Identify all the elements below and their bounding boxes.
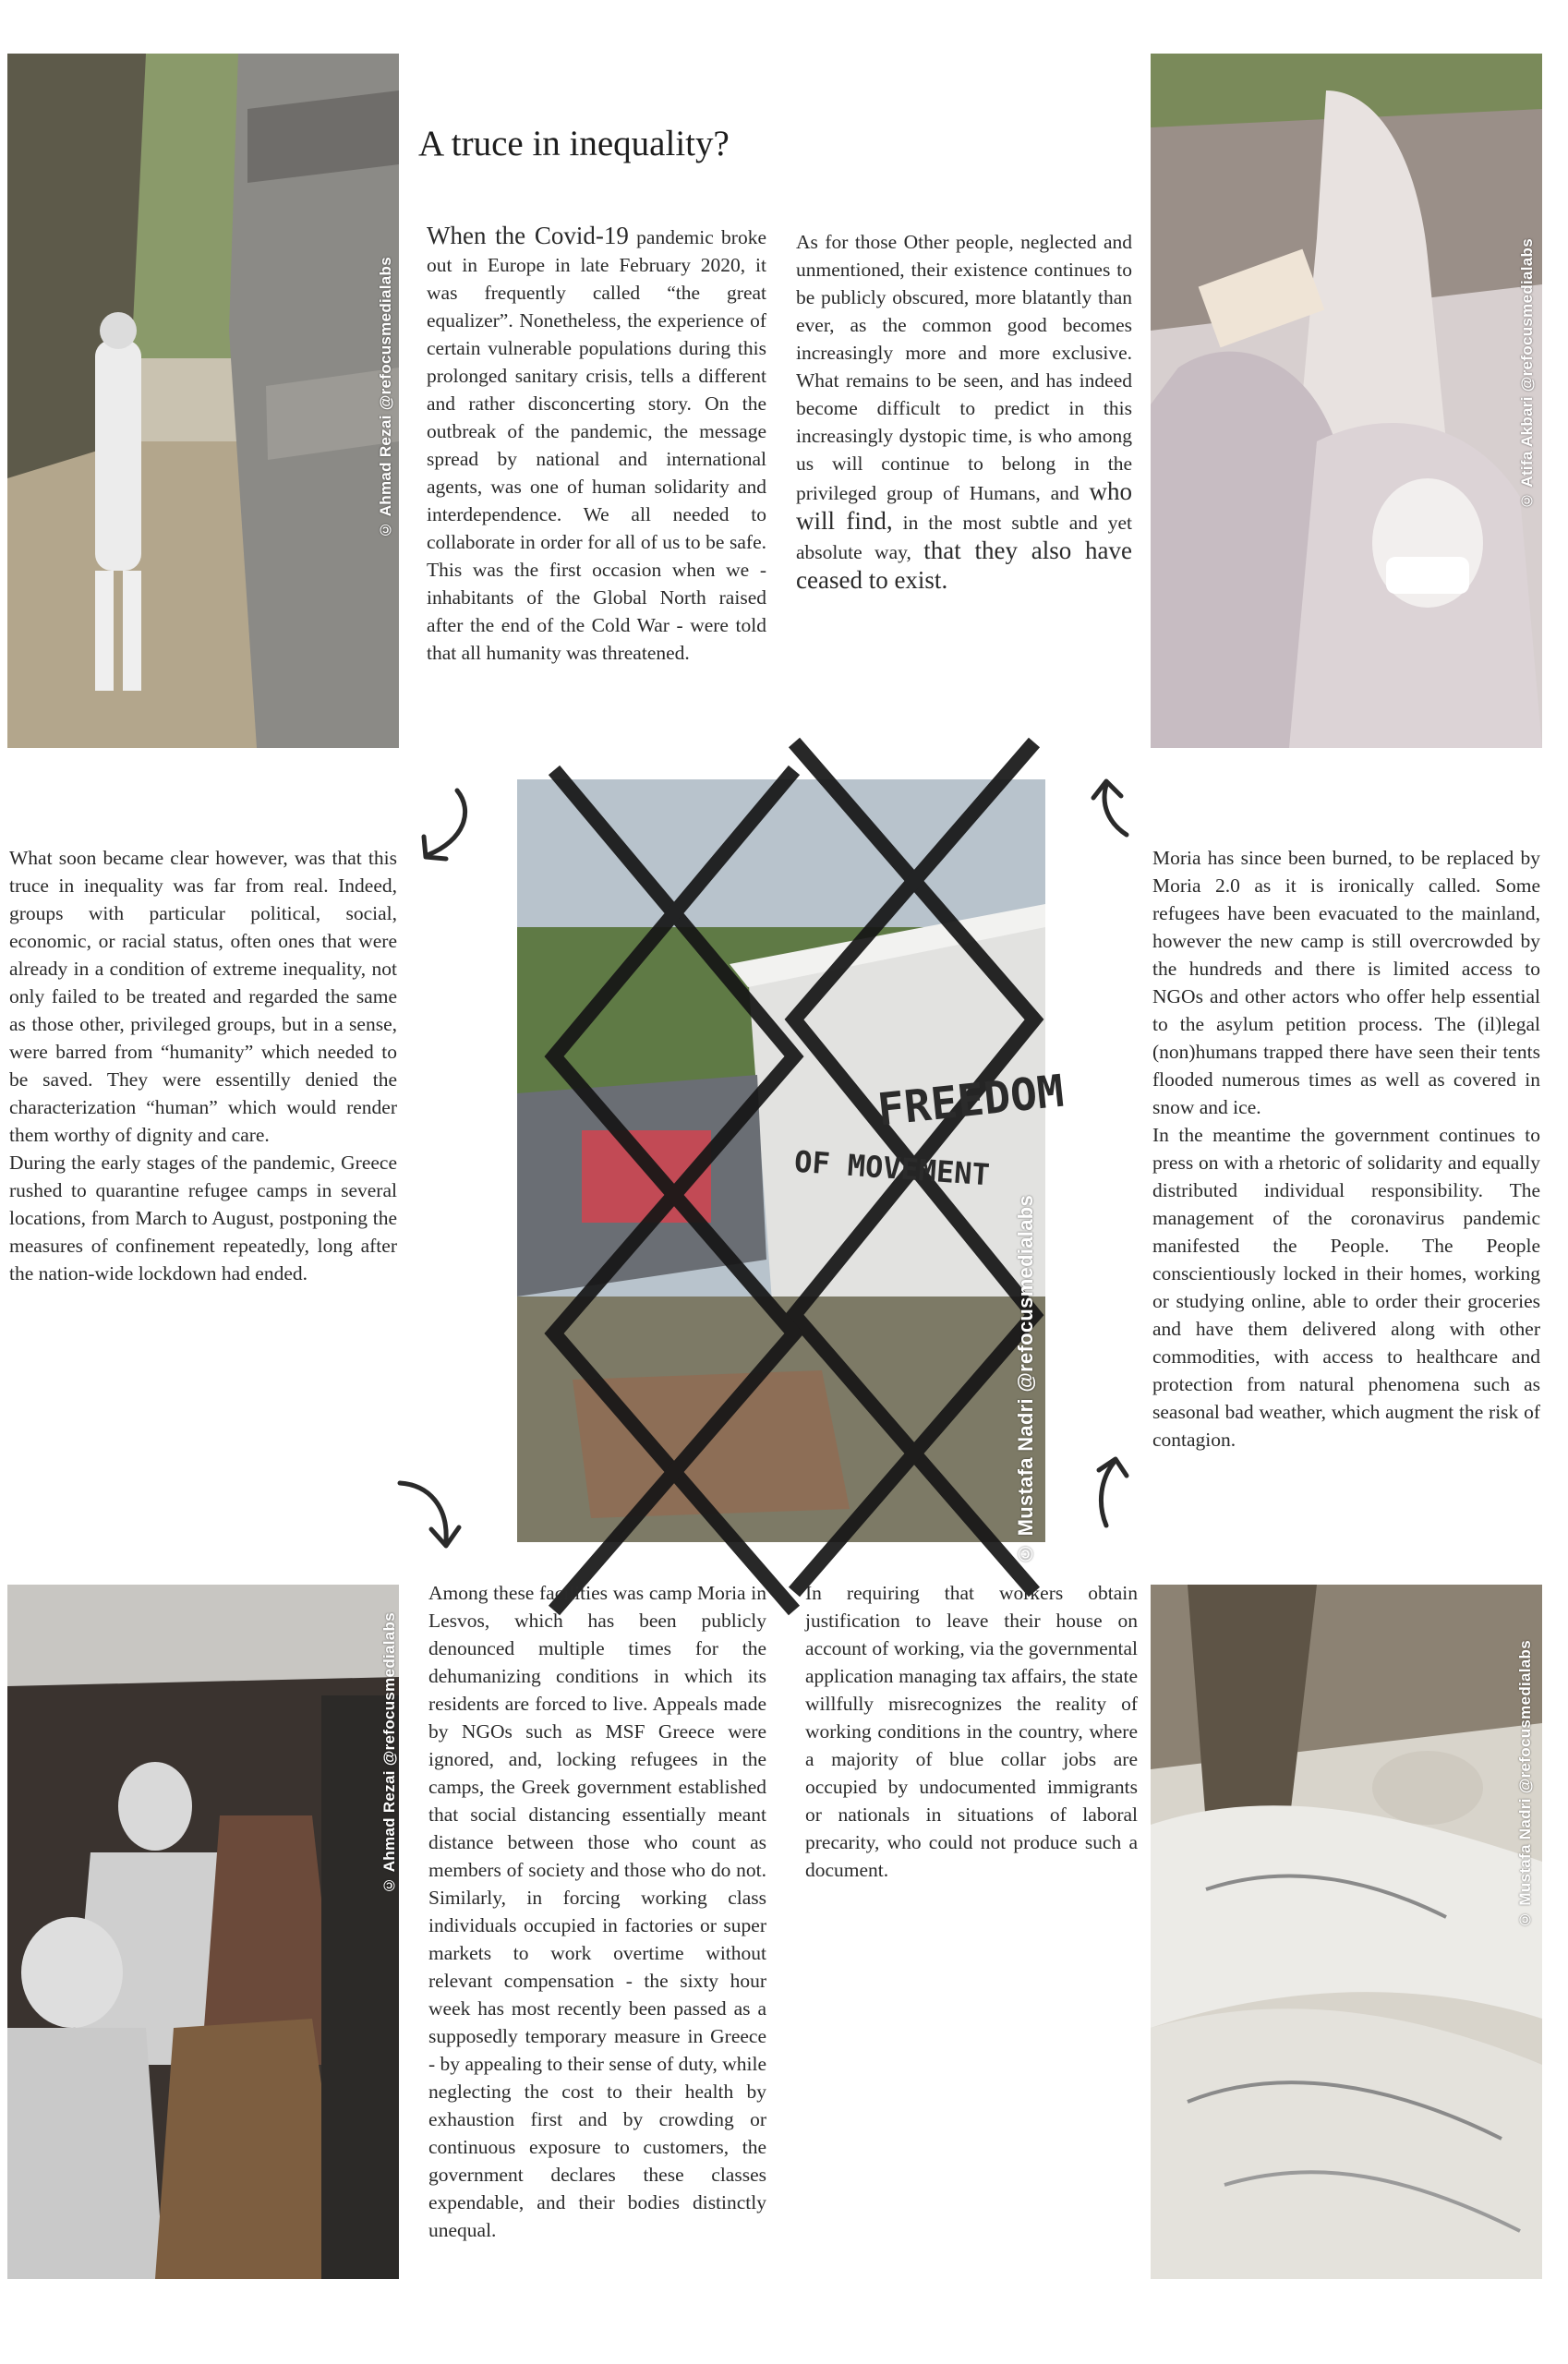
photo-sleeping-art <box>1151 1585 1542 2279</box>
rhetoric-paragraph: In the meantime the government continues to press on with a rhetoric of solidarity and equally distributed individual responsibility. The management of the coronavirus pandemic manifested the People. The People conscientiously locked in their homes, working or studying online, able to order their groceries and have them delivered along with other commodities, with access to healthcare and protection from natural phenomena such as seasonal bad weather, which augment the risk of contagion. <box>1152 1124 1540 1451</box>
photo-crowd-art <box>7 1585 399 2279</box>
photo-women-queue-art <box>1151 54 1542 748</box>
article-title: A truce in inequality? <box>418 124 730 163</box>
truce-paragraph: What soon became clear however, was that this truce in inequality was far from real. Indeed, groups with particular political, social, economic, or racial status, often ones that were already in a condition of extreme inequality, not only failed to be treated and regarded the same as those other, privileged groups, but in a sense, were barred from “humanity” which needed to be saved. They were essentilly denied the characterization “human” which would render them worthy of dignity and care. <box>9 847 397 1146</box>
photo-credit: © Mustafa Nadri @refocusmedialabs <box>1014 1195 1037 1566</box>
moria-paragraph: Moria has since been burned, to be replaced by Moria 2.0 as it is ironically called. Some refugees have been evacuated to the mainland, however the new camp is still overcrowded by the hundreds and there is limited access to NGOs and other actors who offer help essential to the asylum petition process. The (il)legal (non)humans trapped there have seen their tents flooded numerous times as well as covered in snow and ice. <box>1152 847 1540 1118</box>
text-column-truce <box>9 844 397 1287</box>
other-people-text: As for those Other people, neglected and unmentioned, their existence continues to be publicly obscured, more blatantly than ever, as the common good becomes increasingly more and more exclusive. What remains to be seen, and has indeed become difficult to predict in this increasingly dystopic time, is who among us will continue to belong in the privileged group of Humans, and <box>796 231 1132 504</box>
text-column-camp-moria <box>428 1579 766 2244</box>
graffiti-freedom: FREEDOM <box>874 1065 1067 1137</box>
emphasis-ceased-to-exist: that they also have ceased to exist. <box>796 537 1132 594</box>
curved-arrow-up-small-icon <box>1080 1446 1154 1538</box>
graffiti-of-movement: OF MOVEMENT <box>792 1143 991 1193</box>
photo-credit: © Ahmad Rezai @refocusmedialabs <box>380 1612 398 1894</box>
curved-arrow-down-left-icon <box>411 783 485 875</box>
text-column-moria <box>1152 844 1540 1453</box>
photo-sleeping-people <box>1151 1585 1542 2279</box>
emphasis-who-will-find: who will find, <box>796 477 1132 535</box>
photo-camp-woman <box>7 54 399 748</box>
intro-text: pandemic broke out in Europe in late February 2020, it was frequently called “the great equalizer”. Nonetheless, the experience of certain vulnerable populations during this prolonged sanitary crisis, tells a different and rather disconcerting story. On the outbreak of the pandemic, the message spread by national and international agents, was one of human solidarity and interdependence. We all needed to collaborate in order for all of us to be safe. This was the first occasion when we -inhabitants of the Global North raised after the end of the Cold War - were told that all humanity was threatened. <box>427 226 766 664</box>
other-people-mid: in the most subtle and yet absolute way, <box>796 512 1132 563</box>
quarantine-paragraph: During the early stages of the pandemic, Greece rushed to quarantine refugee camps in several locations, from March to August, postponing the measures of confinement repeatedly, long after the nation-wide lockdown had ended. <box>9 1152 397 1285</box>
text-column-other-people <box>796 228 1132 596</box>
curved-arrow-up-icon <box>1080 772 1154 864</box>
workers-paragraph: In requiring that workers obtain justification to leave their house on account of working, via the governmental application managing tax affairs, the state willfully misrecognizes the reality of working conditions in the country, where a majority of blue collar jobs are occupied by undocumented immigrants or nationals in situations of laboral precarity, who could not produce such a document. <box>805 1582 1138 1881</box>
text-column-workers <box>805 1579 1138 1884</box>
photo-crowd <box>7 1585 399 2279</box>
other-people-paragraph <box>796 228 1132 596</box>
photo-freedom-of-movement <box>517 779 1067 1566</box>
camp-moria-paragraph: Among these facilities was camp Moria in Lesvos, which has been publicly denounced multiple times for the dehumanizing conditions in which its residents are forced to live. Appeals made by NGOs such as MSF Greece were ignored, and, locking refugees in the camps, the Greek government established that social distancing essentially meant distance between those who count as members of society and those who do not. Similarly, in forcing working class individuals occupied in factories or super markets to work overtime without relevant compensation - the sixty hour week has most recently been passed as a supposedly temporary measure in Greece - by appealing to their sense of duty, while neglecting the cost to their health by exhaustion first and by crowding or continuous exposure to customers, the government declares these classes expendable, and their bodies distinctly unequal. <box>428 1582 766 2241</box>
curved-arrow-down-right-icon <box>392 1470 466 1562</box>
photo-women-queue <box>1151 54 1542 748</box>
photo-credit: © Mustafa Nadri @refocusmedialabs <box>1516 1640 1534 1928</box>
photo-credit: © Atifa Akbari @refocusmedialabs <box>1518 238 1536 510</box>
intro-paragraph <box>427 222 766 667</box>
photo-camp-woman-art <box>7 54 399 748</box>
text-column-intro <box>427 222 766 667</box>
photo-credit: © Ahmad Rezai @refocusmedialabs <box>377 257 394 538</box>
lead-words: When the Covid-19 <box>427 222 629 249</box>
